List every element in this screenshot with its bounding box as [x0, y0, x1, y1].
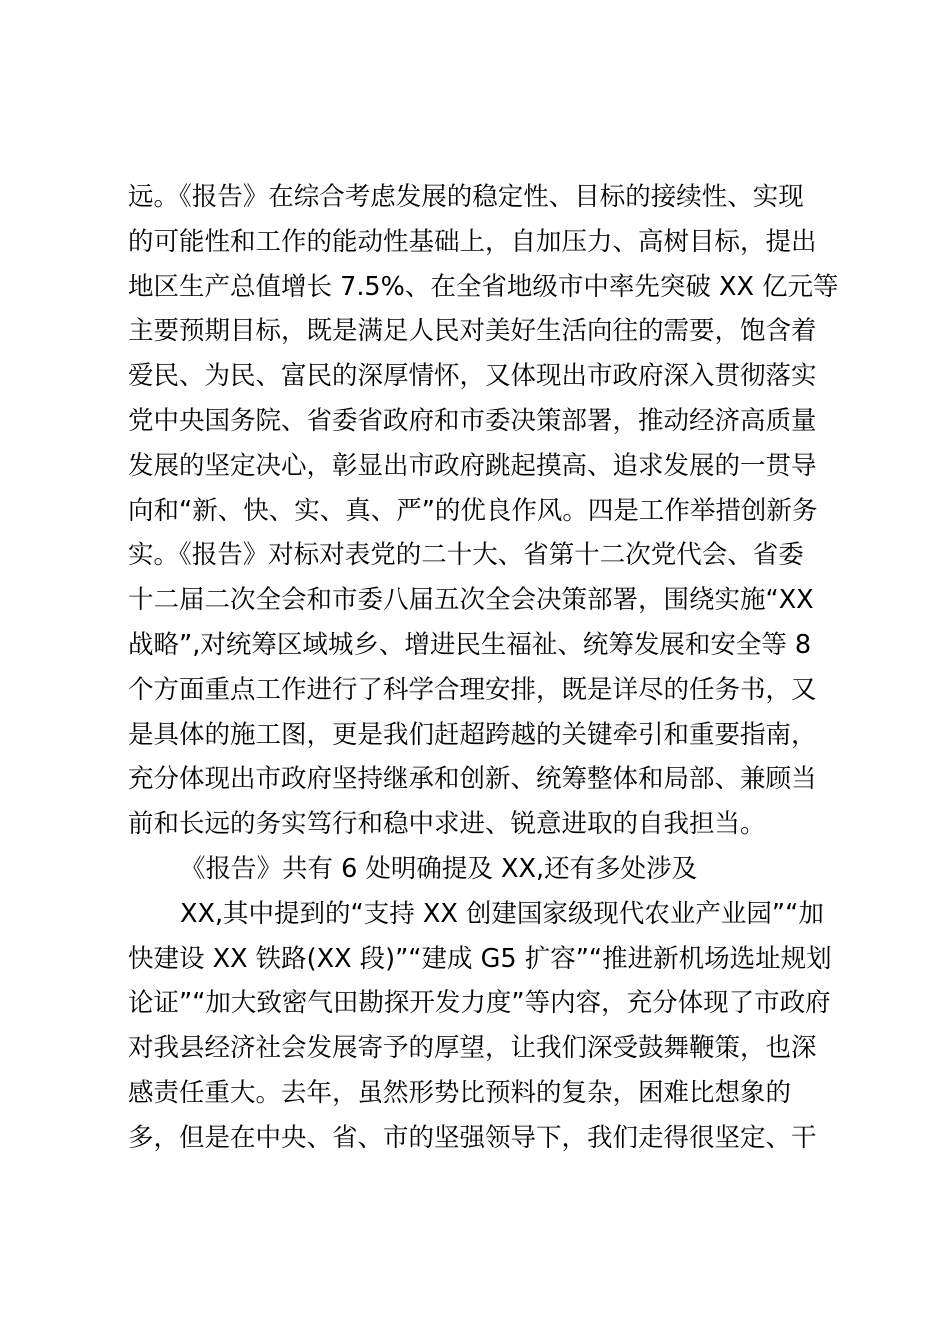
text-line: 战略”,对统筹区域城乡、增进民生福祉、统筹发展和安全等 8 — [128, 629, 812, 660]
text-line: 个方面重点工作进行了科学合理安排，既是详尽的任务书，又 — [128, 674, 817, 705]
text-line: 远。《报告》在综合考虑发展的稳定性、目标的接续性、实现 — [128, 182, 804, 212]
text-line: 的可能性和工作的能动性基础上，自加压力、高树目标，提出 — [128, 226, 817, 257]
text-line: 党中央国务院、省委省政府和市委决策部署，推动经济高质量 — [128, 405, 817, 436]
text-line: 多，但是在中央、省、市的坚强领导下，我们走得很坚定、干 — [128, 1122, 817, 1153]
text-line: 向和“新、快、实、真、严”的优良作风。四是工作举措创新务 — [128, 495, 818, 526]
text-line: 地区生产总值增长 7.5%、在全省地级市中率先突破 XX 亿元等 — [128, 271, 839, 302]
text-line: 实。《报告》对标对表党的二十大、省第十二次党代会、省委 — [128, 540, 804, 571]
text-line: 主要预期目标，既是满足人民对美好生活向往的需要，饱含着 — [128, 316, 817, 347]
text-line: 是具体的施工图，更是我们赶超跨越的关键牵引和重要指南， — [128, 719, 817, 750]
text-line: 论证”“加大致密气田勘探开发力度”等内容，充分体现了市政府 — [128, 988, 831, 1019]
text-line: 前和长远的务实笃行和稳中求进、锐意进取的自我担当。 — [128, 809, 766, 840]
body-text — [128, 177, 838, 1163]
text-line: 发展的坚定决心，彰显出市政府跳起摸高、追求发展的一贯导 — [128, 450, 817, 481]
paragraph-first-line: 《报告》共有 6 处明确提及 XX,还有多处涉及 — [180, 853, 698, 884]
text-line: 爱民、为民、富民的深厚情怀，又体现出市政府深入贯彻落实 — [128, 361, 817, 392]
text-line: 感责任重大。去年，虽然形势比预料的复杂，困难比想象的 — [128, 1077, 792, 1108]
text-line: 十二届二次全会和市委八届五次全会决策部署，围绕实施“XX — [128, 585, 814, 616]
paragraph-first-line: XX,其中提到的“支持 XX 创建国家级现代农业产业园”“加 — [180, 898, 824, 929]
text-line: 充分体现出市政府坚持继承和创新、统筹整体和局部、兼顾当 — [128, 764, 817, 795]
text-line: 快建设 XX 铁路(XX 段)”“建成 G5 扩容”“推进新机场选址规划 — [128, 943, 832, 974]
text-line: 对我县经济社会发展寄予的厚望，让我们深受鼓舞鞭策，也深 — [128, 1033, 817, 1064]
